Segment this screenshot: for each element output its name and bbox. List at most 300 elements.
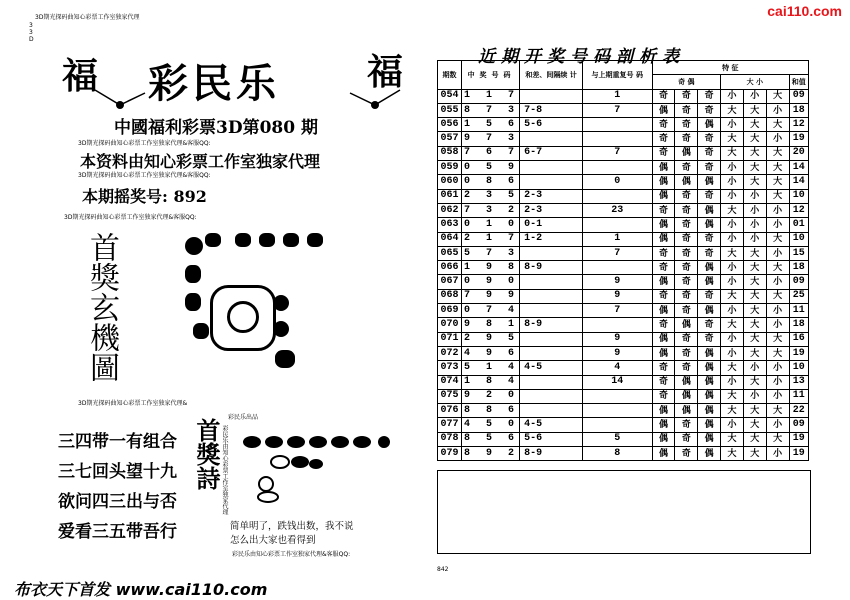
row-parity-1: 奇 (652, 375, 675, 389)
row-period: 078 (438, 432, 462, 446)
row-gap (520, 246, 583, 260)
row-parity-1: 偶 (652, 432, 675, 446)
table-row (438, 332, 809, 346)
row-size-3: 小 (766, 132, 789, 146)
table-row (438, 261, 809, 275)
row-size-2: 大 (743, 447, 766, 461)
row-gap: 8-9 (520, 261, 583, 275)
header-period: 期数 (438, 61, 462, 90)
row-sum: 18 (789, 103, 808, 117)
row-period: 065 (438, 246, 462, 260)
row-period: 059 (438, 161, 462, 175)
row-repeat (582, 418, 652, 432)
table-row (438, 375, 809, 389)
row-parity-3: 偶 (698, 203, 721, 217)
row-parity-1: 奇 (652, 146, 675, 160)
row-sum: 14 (789, 161, 808, 175)
row-period: 066 (438, 261, 462, 275)
row-gap (520, 175, 583, 189)
row-size-1: 小 (721, 418, 744, 432)
brand-title: 彩民乐 (148, 60, 280, 107)
row-number: 9 8 1 (461, 318, 519, 332)
row-size-2: 小 (743, 89, 766, 103)
table-row (438, 289, 809, 303)
row-size-1: 小 (721, 175, 744, 189)
row-number: 9 2 0 (461, 389, 519, 403)
row-size-3: 小 (766, 389, 789, 403)
row-period: 077 (438, 418, 462, 432)
row-parity-2: 奇 (675, 161, 698, 175)
row-gap (520, 161, 583, 175)
row-sum: 09 (789, 89, 808, 103)
row-parity-1: 偶 (652, 346, 675, 360)
row-sum: 12 (789, 118, 808, 132)
row-repeat: 7 (582, 304, 652, 318)
row-parity-1: 偶 (652, 232, 675, 246)
row-gap (520, 404, 583, 418)
row-parity-2: 奇 (675, 189, 698, 203)
row-parity-3: 偶 (698, 346, 721, 360)
row-repeat: 9 (582, 275, 652, 289)
table-title: 近期开奖号码剖析表 (478, 47, 685, 67)
row-sum: 25 (789, 289, 808, 303)
row-size-2: 大 (743, 289, 766, 303)
row-number: 1 1 7 (461, 89, 519, 103)
row-size-2: 大 (743, 118, 766, 132)
table-row (438, 418, 809, 432)
agency-strip-4: 3D期光探码曲知心彩票工作室独家代理& (78, 400, 188, 407)
row-parity-1: 奇 (652, 261, 675, 275)
row-period: 076 (438, 404, 462, 418)
row-parity-2: 奇 (675, 361, 698, 375)
row-gap: 2-3 (520, 189, 583, 203)
lantern-decoration-left (90, 85, 150, 115)
row-parity-1: 奇 (652, 389, 675, 403)
row-number: 0 7 4 (461, 304, 519, 318)
bead-chain-image (240, 432, 390, 512)
row-period: 062 (438, 203, 462, 217)
row-repeat (582, 189, 652, 203)
row-size-3: 小 (766, 203, 789, 217)
row-repeat (582, 261, 652, 275)
row-parity-3: 奇 (698, 146, 721, 160)
agency-line: 本资料由知心彩票工作室独家代理 (80, 152, 321, 171)
row-size-2: 大 (743, 175, 766, 189)
row-size-2: 大 (743, 332, 766, 346)
row-parity-1: 偶 (652, 161, 675, 175)
row-sum: 10 (789, 232, 808, 246)
row-size-2: 小 (743, 189, 766, 203)
row-sum: 13 (789, 375, 808, 389)
row-parity-2: 奇 (675, 447, 698, 461)
row-parity-2: 偶 (675, 389, 698, 403)
table-row (438, 275, 809, 289)
row-parity-3: 偶 (698, 361, 721, 375)
row-parity-2: 奇 (675, 275, 698, 289)
row-number: 0 5 9 (461, 161, 519, 175)
row-parity-3: 偶 (698, 118, 721, 132)
row-number: 1 9 8 (461, 261, 519, 275)
row-sum: 09 (789, 418, 808, 432)
row-number: 8 7 3 (461, 103, 519, 117)
table-body (438, 89, 809, 461)
row-size-3: 大 (766, 175, 789, 189)
row-sum: 20 (789, 146, 808, 160)
row-parity-1: 奇 (652, 89, 675, 103)
row-size-1: 大 (721, 361, 744, 375)
row-period: 068 (438, 289, 462, 303)
row-parity-1: 奇 (652, 246, 675, 260)
row-gap: 8-9 (520, 318, 583, 332)
row-parity-3: 偶 (698, 261, 721, 275)
row-parity-3: 奇 (698, 332, 721, 346)
table-row (438, 218, 809, 232)
row-size-1: 小 (721, 189, 744, 203)
vertical-note: 彩民乐由知心彩票工作室独家代理 (221, 425, 228, 515)
poem-line: 欲问四三出与否 (58, 492, 177, 512)
row-gap: 0-1 (520, 218, 583, 232)
row-size-1: 小 (721, 89, 744, 103)
note-box (437, 470, 811, 554)
row-period: 056 (438, 118, 462, 132)
row-period: 072 (438, 346, 462, 360)
row-size-2: 大 (743, 346, 766, 360)
row-size-2: 大 (743, 432, 766, 446)
table-row (438, 404, 809, 418)
row-period: 067 (438, 275, 462, 289)
bottom-strip: 彩民乐由知心彩票工作室独家代理&客服QQ: (232, 551, 351, 558)
row-size-3: 大 (766, 432, 789, 446)
table-row (438, 89, 809, 103)
row-size-2: 小 (743, 389, 766, 403)
corner-small-text: 3D期光探码曲知心彩票工作室独家代理 (35, 14, 140, 21)
row-repeat (582, 132, 652, 146)
row-size-2: 大 (743, 103, 766, 117)
side-note: 彩民乐出品 (228, 414, 259, 421)
row-size-3: 小 (766, 218, 789, 232)
row-number: 8 9 2 (461, 447, 519, 461)
row-parity-1: 偶 (652, 447, 675, 461)
row-number: 5 7 3 (461, 246, 519, 260)
puzzle-image (175, 225, 350, 395)
row-parity-2: 奇 (675, 346, 698, 360)
row-size-1: 小 (721, 232, 744, 246)
table-row (438, 161, 809, 175)
row-repeat (582, 389, 652, 403)
row-repeat: 5 (582, 432, 652, 446)
row-size-1: 小 (721, 332, 744, 346)
row-parity-2: 奇 (675, 232, 698, 246)
row-parity-3: 偶 (698, 447, 721, 461)
agency-strip-3: 3D期光探码曲知心彩票工作室独家代理&客服QQ: (64, 214, 197, 221)
row-number: 0 8 6 (461, 175, 519, 189)
fu-character-left: 福 (62, 55, 99, 97)
row-gap: 6-7 (520, 146, 583, 160)
row-size-2: 大 (743, 418, 766, 432)
row-parity-3: 偶 (698, 304, 721, 318)
row-gap (520, 332, 583, 346)
row-parity-2: 奇 (675, 103, 698, 117)
row-period: 058 (438, 146, 462, 160)
row-sum: 16 (789, 332, 808, 346)
row-size-3: 大 (766, 189, 789, 203)
row-sum: 19 (789, 346, 808, 360)
row-parity-1: 偶 (652, 218, 675, 232)
row-gap (520, 346, 583, 360)
table-row (438, 175, 809, 189)
row-parity-2: 偶 (675, 375, 698, 389)
row-gap (520, 289, 583, 303)
row-sum: 12 (789, 203, 808, 217)
table-row (438, 447, 809, 461)
row-size-3: 大 (766, 146, 789, 160)
row-size-2: 大 (743, 261, 766, 275)
row-size-2: 小 (743, 232, 766, 246)
row-parity-3: 奇 (698, 246, 721, 260)
row-number: 8 8 6 (461, 404, 519, 418)
row-size-1: 大 (721, 447, 744, 461)
row-size-1: 大 (721, 389, 744, 403)
row-parity-3: 奇 (698, 289, 721, 303)
table-row (438, 146, 809, 160)
row-number: 9 7 3 (461, 132, 519, 146)
row-period: 069 (438, 304, 462, 318)
row-number: 2 3 5 (461, 189, 519, 203)
row-parity-2: 奇 (675, 261, 698, 275)
row-parity-2: 奇 (675, 132, 698, 146)
row-size-3: 小 (766, 103, 789, 117)
table-row (438, 361, 809, 375)
row-size-2: 大 (743, 132, 766, 146)
row-size-3: 大 (766, 261, 789, 275)
row-sum: 09 (789, 275, 808, 289)
row-size-3: 大 (766, 346, 789, 360)
row-parity-3: 偶 (698, 418, 721, 432)
row-parity-1: 奇 (652, 318, 675, 332)
row-size-1: 大 (721, 246, 744, 260)
row-size-1: 小 (721, 304, 744, 318)
row-parity-1: 偶 (652, 332, 675, 346)
row-repeat: 14 (582, 375, 652, 389)
row-number: 5 1 4 (461, 361, 519, 375)
row-parity-1: 奇 (652, 361, 675, 375)
row-gap: 1-2 (520, 232, 583, 246)
row-repeat: 9 (582, 289, 652, 303)
hint-line: 怎么出大家也看得到 (230, 535, 316, 546)
row-sum: 01 (789, 218, 808, 232)
row-parity-3: 偶 (698, 432, 721, 446)
row-number: 4 5 0 (461, 418, 519, 432)
row-period: 063 (438, 218, 462, 232)
row-repeat: 7 (582, 103, 652, 117)
row-repeat (582, 318, 652, 332)
row-number: 0 9 0 (461, 275, 519, 289)
row-size-1: 小 (721, 118, 744, 132)
row-size-1: 大 (721, 289, 744, 303)
row-parity-1: 偶 (652, 275, 675, 289)
row-size-1: 小 (721, 161, 744, 175)
row-size-3: 小 (766, 304, 789, 318)
row-size-2: 小 (743, 203, 766, 217)
row-size-2: 大 (743, 304, 766, 318)
row-size-2: 大 (743, 318, 766, 332)
row-repeat: 9 (582, 346, 652, 360)
row-size-2: 大 (743, 404, 766, 418)
row-size-3: 大 (766, 404, 789, 418)
row-number: 1 8 4 (461, 375, 519, 389)
row-size-3: 大 (766, 289, 789, 303)
table-row (438, 118, 809, 132)
row-size-1: 大 (721, 103, 744, 117)
header-size: 大 小 (721, 75, 789, 89)
row-number: 4 9 6 (461, 346, 519, 360)
issue-title: 中國福利彩票3D第080 期 (114, 118, 318, 138)
row-size-3: 小 (766, 246, 789, 260)
row-sum: 11 (789, 304, 808, 318)
header-repeat: 与上期重复号 码 (582, 61, 652, 90)
row-gap: 4-5 (520, 361, 583, 375)
poem-line: 三七回头望十九 (58, 462, 177, 482)
fu-character-right: 福 (367, 51, 404, 93)
row-size-3: 大 (766, 161, 789, 175)
row-gap (520, 275, 583, 289)
row-parity-2: 偶 (675, 175, 698, 189)
row-gap (520, 132, 583, 146)
row-repeat: 7 (582, 246, 652, 260)
row-gap: 4-5 (520, 418, 583, 432)
row-parity-1: 偶 (652, 189, 675, 203)
row-sum: 14 (789, 175, 808, 189)
header-parity: 奇 偶 (652, 75, 720, 89)
row-size-2: 大 (743, 375, 766, 389)
table-row (438, 318, 809, 332)
row-size-1: 大 (721, 132, 744, 146)
row-number: 2 1 7 (461, 232, 519, 246)
row-period: 071 (438, 332, 462, 346)
row-parity-3: 奇 (698, 318, 721, 332)
row-size-1: 大 (721, 432, 744, 446)
row-size-3: 小 (766, 418, 789, 432)
row-repeat (582, 161, 652, 175)
row-sum: 19 (789, 432, 808, 446)
row-parity-1: 偶 (652, 404, 675, 418)
row-sum: 10 (789, 361, 808, 375)
agency-strip-2: 3D期光探码曲知心彩票工作室独家代理&客服QQ: (78, 172, 211, 179)
agency-strip: 3D期光探码曲知心彩票工作室独家代理&客服QQ: (78, 140, 211, 147)
row-parity-3: 奇 (698, 161, 721, 175)
row-period: 074 (438, 375, 462, 389)
draw-analysis-table (437, 60, 809, 461)
row-gap: 2-3 (520, 203, 583, 217)
row-repeat (582, 218, 652, 232)
row-sum: 10 (789, 189, 808, 203)
poem-line: 三四带一有组合 (58, 432, 177, 452)
row-repeat: 8 (582, 447, 652, 461)
row-parity-1: 奇 (652, 203, 675, 217)
row-sum: 22 (789, 404, 808, 418)
row-parity-1: 偶 (652, 103, 675, 117)
row-parity-2: 奇 (675, 432, 698, 446)
footer-slogan: 布衣天下首发 www.cai110.com (14, 580, 268, 599)
row-number: 0 1 0 (461, 218, 519, 232)
poem-label: 首獎詩 (192, 418, 221, 490)
row-gap (520, 375, 583, 389)
header-number: 中奖号码 (461, 61, 519, 90)
puzzle-title: 首獎玄機圖 (84, 232, 119, 382)
row-parity-3: 奇 (698, 89, 721, 103)
row-number: 8 5 6 (461, 432, 519, 446)
row-parity-3: 偶 (698, 275, 721, 289)
row-size-3: 大 (766, 118, 789, 132)
row-size-1: 大 (721, 318, 744, 332)
row-size-1: 大 (721, 203, 744, 217)
row-parity-1: 奇 (652, 132, 675, 146)
row-parity-2: 偶 (675, 146, 698, 160)
row-parity-3: 偶 (698, 175, 721, 189)
row-size-2: 小 (743, 361, 766, 375)
row-gap (520, 389, 583, 403)
row-sum: 11 (789, 389, 808, 403)
row-parity-1: 偶 (652, 304, 675, 318)
row-parity-3: 奇 (698, 232, 721, 246)
row-size-3: 小 (766, 447, 789, 461)
table-row (438, 132, 809, 146)
row-repeat: 23 (582, 203, 652, 217)
row-parity-2: 奇 (675, 304, 698, 318)
poem (58, 427, 177, 547)
row-parity-3: 奇 (698, 132, 721, 146)
row-parity-2: 奇 (675, 218, 698, 232)
row-parity-1: 偶 (652, 175, 675, 189)
row-size-2: 大 (743, 275, 766, 289)
row-parity-3: 偶 (698, 218, 721, 232)
row-period: 054 (438, 89, 462, 103)
row-parity-2: 奇 (675, 246, 698, 260)
row-size-1: 小 (721, 275, 744, 289)
row-period: 057 (438, 132, 462, 146)
row-parity-2: 奇 (675, 203, 698, 217)
row-sum: 19 (789, 447, 808, 461)
row-parity-3: 奇 (698, 103, 721, 117)
row-repeat: 7 (582, 146, 652, 160)
row-size-1: 小 (721, 218, 744, 232)
row-gap: 5-6 (520, 432, 583, 446)
row-size-1: 小 (721, 346, 744, 360)
row-size-2: 大 (743, 246, 766, 260)
header-sum: 和值 (789, 75, 808, 89)
row-parity-2: 偶 (675, 318, 698, 332)
corner-mark: 3 3 D (29, 22, 34, 43)
row-number: 7 9 9 (461, 289, 519, 303)
lantern-decoration-right (345, 85, 405, 115)
row-repeat (582, 118, 652, 132)
row-size-3: 小 (766, 361, 789, 375)
row-size-2: 大 (743, 161, 766, 175)
site-watermark: cai110.com (767, 3, 842, 19)
row-period: 064 (438, 232, 462, 246)
row-sum: 18 (789, 318, 808, 332)
row-parity-2: 奇 (675, 118, 698, 132)
row-size-1: 大 (721, 404, 744, 418)
row-parity-3: 偶 (698, 404, 721, 418)
row-parity-2: 奇 (675, 332, 698, 346)
hint-line: 简单明了，跌钱出数，我不说 (230, 521, 354, 532)
table-row (438, 189, 809, 203)
row-repeat (582, 404, 652, 418)
row-parity-1: 奇 (652, 289, 675, 303)
header-gap: 和差、间隔续 计 (520, 61, 583, 90)
row-size-3: 小 (766, 318, 789, 332)
